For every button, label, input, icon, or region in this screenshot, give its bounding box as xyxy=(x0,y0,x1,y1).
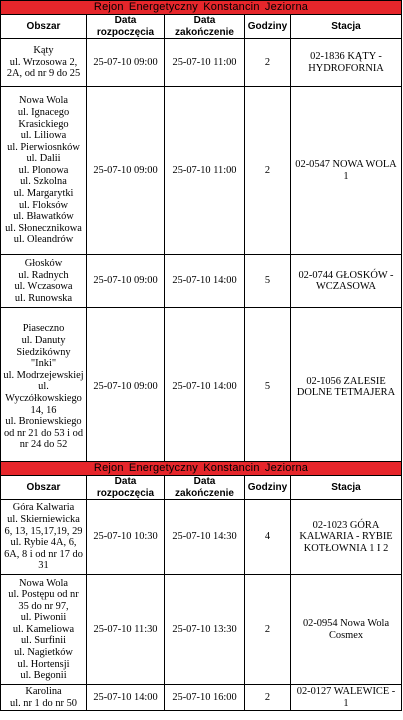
station-cell: 02-1023 GÓRA KALWARIA - RYBIE KOTŁOWNIA 1 I 2 xyxy=(291,500,402,575)
area-cell: Nowa Wola ul. Ignacego Krasickiego ul. Liliowa ul. Pierwiosnków ul. Dalii ul. Plonowa ul. Szkolna ul. Margarytki ul. Floksów ul. Bławatków ul. Słonecznikowa ul. Oleandrów xyxy=(1,87,87,255)
start-cell: 25-07-10 10:30 xyxy=(87,500,165,575)
header-end: Data zakończenie xyxy=(165,15,245,39)
table-row xyxy=(1,87,402,255)
table-row xyxy=(1,500,402,575)
end-cell: 25-07-10 14:30 xyxy=(165,500,245,575)
hours-cell: 4 xyxy=(245,500,291,575)
header-station: Stacja xyxy=(291,15,402,39)
hours-cell: 2 xyxy=(245,39,291,87)
area-cell: Karolina ul. nr 1 do nr 50 xyxy=(1,685,87,711)
outage-table-2 xyxy=(0,461,402,711)
hours-cell: 2 xyxy=(245,575,291,685)
hours-cell: 5 xyxy=(245,308,291,467)
area-cell: Kąty ul. Wrzosowa 2, 2A, od nr 9 do 25 xyxy=(1,39,87,87)
area-cell: Piaseczno ul. Danuty Siedzikówny "Inki" ul. Modrzejewskiej ul. Wyczółkowskiego 14, 16 ul. Broniewskiego od nr 21 do 53 i od nr 24 do 52 xyxy=(1,308,87,467)
station-cell: 02-1836 KĄTY - HYDROFORNIA xyxy=(291,39,402,87)
header-obszar: Obszar xyxy=(1,15,87,39)
start-cell: 25-07-10 09:00 xyxy=(87,255,165,308)
end-cell: 25-07-10 13:30 xyxy=(165,575,245,685)
start-cell: 25-07-10 11:30 xyxy=(87,575,165,685)
start-cell: 25-07-10 09:00 xyxy=(87,39,165,87)
section-2 xyxy=(0,461,401,711)
header-station: Stacja xyxy=(291,476,402,500)
table-row xyxy=(1,575,402,685)
area-cell: Głosków ul. Radnych ul. Wczasowa ul. Runowska xyxy=(1,255,87,308)
region-banner xyxy=(1,462,402,476)
end-cell: 25-07-10 14:00 xyxy=(165,308,245,467)
hours-cell: 2 xyxy=(245,87,291,255)
area-cell: Góra Kalwaria ul. Skierniewicka 6, 13, 15,17,19, 29 ul. Rybie 4A, 6, 6A, 8 i od nr 17 do 31 xyxy=(1,500,87,575)
station-cell: 02-0127 WALEWICE - 1 xyxy=(291,685,402,711)
end-cell: 25-07-10 16:00 xyxy=(165,685,245,711)
header-start: Data rozpoczęcia xyxy=(87,15,165,39)
header-end: Data zakończenie xyxy=(165,476,245,500)
header-start: Data rozpoczęcia xyxy=(87,476,165,500)
hours-cell: 2 xyxy=(245,685,291,711)
start-cell: 25-07-10 14:00 xyxy=(87,685,165,711)
table-row xyxy=(1,39,402,87)
start-cell: 25-07-10 09:00 xyxy=(87,308,165,467)
station-cell: 02-0744 GŁOSKÓW - WCZASOWA xyxy=(291,255,402,308)
station-cell: 02-0547 NOWA WOLA 1 xyxy=(291,87,402,255)
region-banner xyxy=(1,1,402,15)
end-cell: 25-07-10 11:00 xyxy=(165,87,245,255)
table-row xyxy=(1,308,402,467)
end-cell: 25-07-10 14:00 xyxy=(165,255,245,308)
start-cell: 25-07-10 09:00 xyxy=(87,87,165,255)
header-hours: Godziny xyxy=(245,15,291,39)
header-obszar: Obszar xyxy=(1,476,87,500)
region-title: Rejon Energetyczny Konstancin Jeziorna xyxy=(93,0,309,13)
header-hours: Godziny xyxy=(245,476,291,500)
region-title: Rejon Energetyczny Konstancin Jeziorna xyxy=(93,461,309,474)
station-cell: 02-0954 Nowa Wola Cosmex xyxy=(291,575,402,685)
table-row xyxy=(1,685,402,711)
table-row xyxy=(1,255,402,308)
station-cell: 02-1056 ZALESIE DOLNE TETMAJERA xyxy=(291,308,402,467)
area-cell: Nowa Wola ul. Postępu od nr 35 do nr 97, ul. Piwonii ul. Kameliowa ul. Surfinii ul. Nagietków ul. Hortensji ul. Begonii xyxy=(1,575,87,685)
hours-cell: 5 xyxy=(245,255,291,308)
end-cell: 25-07-10 11:00 xyxy=(165,39,245,87)
